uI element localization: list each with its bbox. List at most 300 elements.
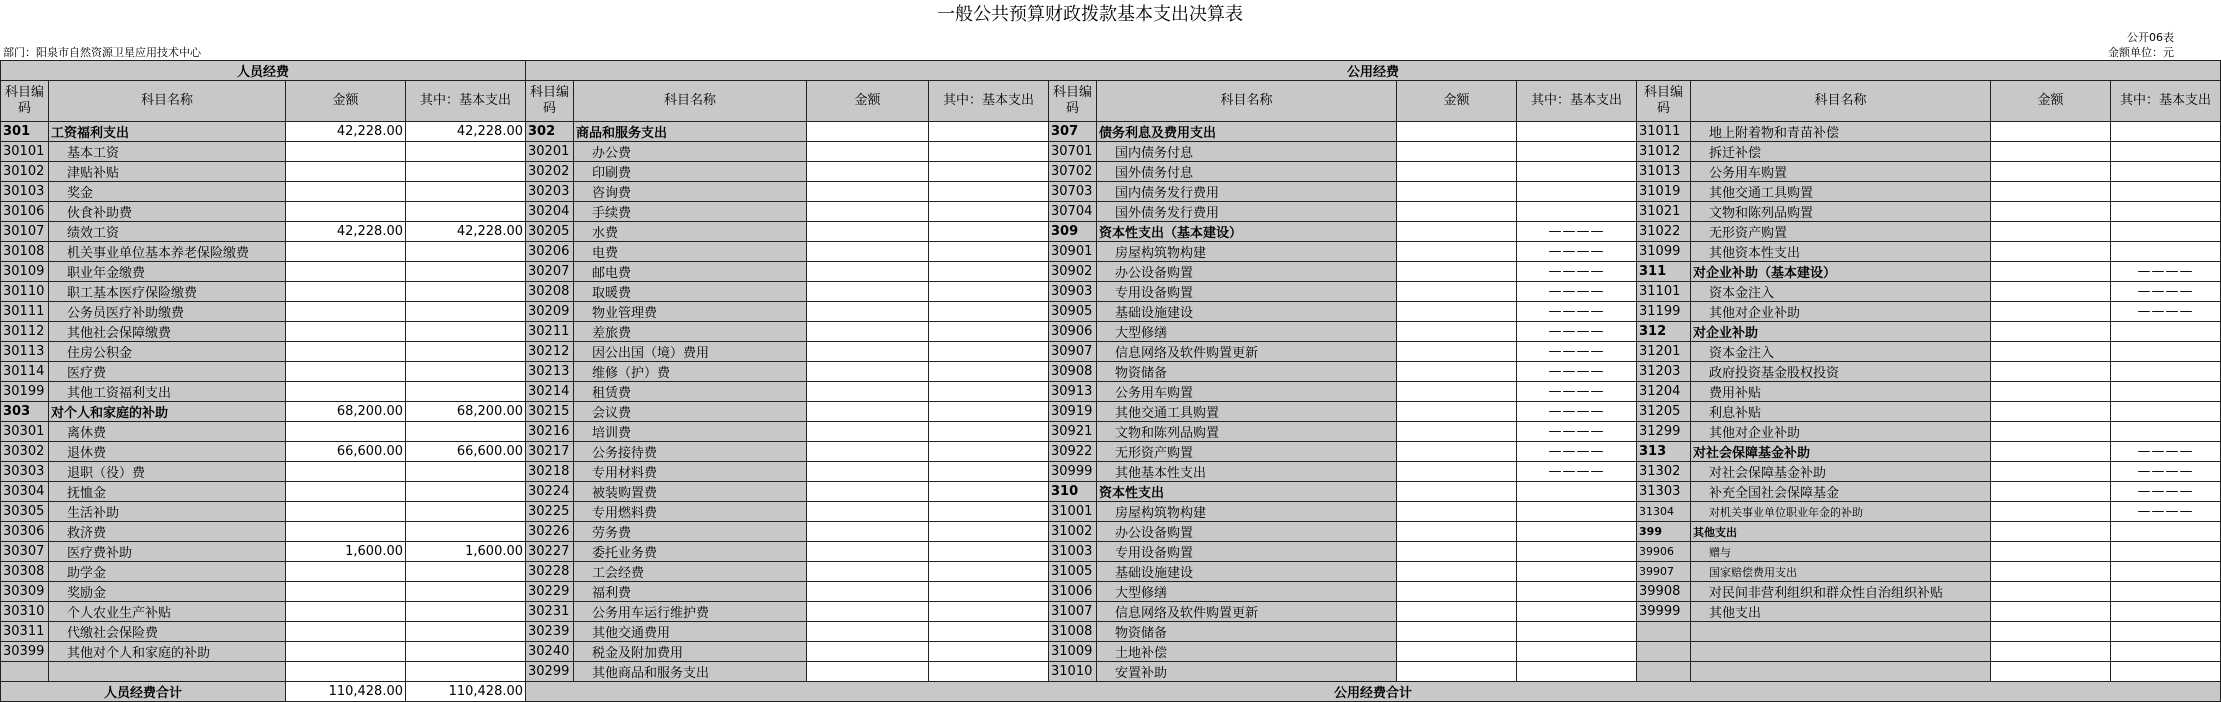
cell-basic: [2111, 642, 2221, 662]
personnel-total-basic: 110,428.00: [406, 682, 526, 702]
cell-amount: [1397, 582, 1517, 602]
cell-amount: [286, 562, 406, 582]
cell-basic: [929, 562, 1049, 582]
cell-name: 对民间非营利组织和群众性自治组织补贴: [1691, 582, 1991, 602]
cell-code: 30205: [526, 222, 574, 242]
cell-code: 30239: [526, 622, 574, 642]
cell-amount: [1397, 502, 1517, 522]
cell-name: 被装购置费: [574, 482, 807, 502]
header-code: 科目编码: [1637, 81, 1691, 122]
cell-basic: [406, 482, 526, 502]
cell-basic: ————: [1517, 262, 1637, 282]
cell-code: 30224: [526, 482, 574, 502]
cell-amount: [807, 122, 929, 142]
cell-amount: [807, 642, 929, 662]
cell-amount: 42,228.00: [286, 122, 406, 142]
cell-name: 拆迁补偿: [1691, 142, 1991, 162]
cell-code: 30207: [526, 262, 574, 282]
cell-name: 对企业补助（基本建设）: [1691, 262, 1991, 282]
cell-name: [49, 662, 286, 682]
cell-code: 31008: [1049, 622, 1097, 642]
cell-name: 专用设备购置: [1097, 282, 1397, 302]
cell-basic: ————: [1517, 222, 1637, 242]
cell-amount: [286, 342, 406, 362]
cell-basic: [1517, 562, 1637, 582]
cell-name: 文物和陈列品购置: [1097, 422, 1397, 442]
cell-code: 31299: [1637, 422, 1691, 442]
cell-code: 30305: [1, 502, 49, 522]
cell-basic: [929, 322, 1049, 342]
table-row: [1, 282, 2221, 302]
cell-basic: [2111, 622, 2221, 642]
cell-code: 30227: [526, 542, 574, 562]
cell-basic: [929, 262, 1049, 282]
cell-name: 维修（护）费: [574, 362, 807, 382]
cell-basic: ————: [2111, 282, 2221, 302]
cell-amount: [1991, 282, 2111, 302]
cell-basic: ————: [1517, 242, 1637, 262]
cell-amount: [286, 522, 406, 542]
cell-amount: [1991, 442, 2111, 462]
cell-code: 30113: [1, 342, 49, 362]
cell-basic: [406, 462, 526, 482]
cell-basic: [929, 522, 1049, 542]
cell-name: 补充全国社会保障基金: [1691, 482, 1991, 502]
cell-name: 其他社会保障缴费: [49, 322, 286, 342]
cell-amount: [1397, 162, 1517, 182]
cell-name: 津贴补贴: [49, 162, 286, 182]
cell-amount: [807, 322, 929, 342]
table-row: [1, 542, 2221, 562]
unit-label: 金额单位：元: [2108, 46, 2174, 59]
cell-code: [1637, 642, 1691, 662]
cell-basic: ————: [1517, 422, 1637, 442]
cell-basic: [2111, 402, 2221, 422]
cell-code: 30231: [526, 602, 574, 622]
cell-basic: [2111, 342, 2221, 362]
cell-basic: [2111, 182, 2221, 202]
cell-name: 资本性支出（基本建设）: [1097, 222, 1397, 242]
cell-code: 31204: [1637, 382, 1691, 402]
cell-code: 31302: [1637, 462, 1691, 482]
cell-code: 31011: [1637, 122, 1691, 142]
cell-name: 办公设备购置: [1097, 522, 1397, 542]
cell-amount: [807, 162, 929, 182]
cell-amount: [286, 382, 406, 402]
cell-name: 无形资产购置: [1097, 442, 1397, 462]
cell-code: 30240: [526, 642, 574, 662]
cell-basic: [1517, 642, 1637, 662]
cell-basic: [929, 342, 1049, 362]
cell-amount: [1991, 502, 2111, 522]
cell-code: 31099: [1637, 242, 1691, 262]
cell-name: 利息补贴: [1691, 402, 1991, 422]
cell-basic: 1,600.00: [406, 542, 526, 562]
cell-name: 救济费: [49, 522, 286, 542]
cell-name: 国外债务发行费用: [1097, 202, 1397, 222]
cell-name: 资本金注入: [1691, 282, 1991, 302]
cell-name: 国内债务发行费用: [1097, 182, 1397, 202]
cell-amount: [807, 582, 929, 602]
cell-name: 劳务费: [574, 522, 807, 542]
cell-amount: [807, 542, 929, 562]
cell-amount: [1991, 522, 2111, 542]
table-row: [1, 382, 2221, 402]
cell-code: 30309: [1, 582, 49, 602]
cell-amount: [1991, 322, 2111, 342]
cell-code: 30902: [1049, 262, 1097, 282]
cell-basic: 42,228.00: [406, 122, 526, 142]
table-row: [1, 182, 2221, 202]
cell-code: 31007: [1049, 602, 1097, 622]
cell-basic: [2111, 422, 2221, 442]
cell-code: 30301: [1, 422, 49, 442]
cell-name: 税金及附加费用: [574, 642, 807, 662]
table-row: [1, 222, 2221, 242]
cell-name: 伙食补助费: [49, 202, 286, 222]
cell-code: 31304: [1637, 502, 1691, 522]
form-code: 公开06表: [2127, 31, 2174, 44]
cell-basic: 68,200.00: [406, 402, 526, 422]
table-row: [1, 162, 2221, 182]
table-row: [1, 442, 2221, 462]
cell-basic: [1517, 602, 1637, 622]
cell-amount: [1397, 222, 1517, 242]
table-row: [1, 422, 2221, 442]
cell-basic: [2111, 542, 2221, 562]
cell-code: 31199: [1637, 302, 1691, 322]
cell-code: 30108: [1, 242, 49, 262]
cell-name: 会议费: [574, 402, 807, 422]
cell-name: 基本工资: [49, 142, 286, 162]
cell-code: 30701: [1049, 142, 1097, 162]
table-row: [1, 142, 2221, 162]
cell-name: 资本金注入: [1691, 342, 1991, 362]
cell-amount: [286, 622, 406, 642]
cell-basic: ————: [2111, 302, 2221, 322]
table-row: [1, 362, 2221, 382]
cell-name: 大型修缮: [1097, 322, 1397, 342]
cell-code: 30906: [1049, 322, 1097, 342]
cell-basic: [406, 602, 526, 622]
cell-basic: [2111, 202, 2221, 222]
cell-name: 房屋构筑物构建: [1097, 502, 1397, 522]
cell-basic: [406, 582, 526, 602]
cell-code: 31019: [1637, 182, 1691, 202]
cell-code: 30304: [1, 482, 49, 502]
table-row: [1, 402, 2221, 422]
cell-amount: [1397, 642, 1517, 662]
cell-amount: [1397, 382, 1517, 402]
cell-name: 其他资本性支出: [1691, 242, 1991, 262]
cell-code: 30201: [526, 142, 574, 162]
cell-amount: [286, 502, 406, 522]
cell-amount: [1397, 122, 1517, 142]
cell-code: 30226: [526, 522, 574, 542]
cell-amount: [1991, 602, 2111, 622]
table-row: [1, 502, 2221, 522]
cell-amount: [1397, 182, 1517, 202]
cell-name: 公务用车运行维护费: [574, 602, 807, 622]
cell-name: 房屋构筑物构建: [1097, 242, 1397, 262]
cell-basic: ————: [2111, 442, 2221, 462]
cell-name: 信息网络及软件购置更新: [1097, 342, 1397, 362]
cell-basic: [929, 422, 1049, 442]
cell-amount: [1397, 262, 1517, 282]
cell-code: 31101: [1637, 282, 1691, 302]
cell-name: 信息网络及软件购置更新: [1097, 602, 1397, 622]
cell-amount: [1991, 582, 2111, 602]
cell-amount: [807, 262, 929, 282]
cell-basic: ————: [2111, 482, 2221, 502]
cell-name: 公务员医疗补助缴费: [49, 302, 286, 322]
cell-code: 39906: [1637, 542, 1691, 562]
table-row: [1, 522, 2221, 542]
cell-code: 30214: [526, 382, 574, 402]
cell-basic: [406, 202, 526, 222]
cell-name: 土地补偿: [1097, 642, 1397, 662]
cell-code: 30215: [526, 402, 574, 422]
cell-amount: [1991, 162, 2111, 182]
cell-name: 国家赔偿费用支出: [1691, 562, 1991, 582]
cell-code: 30306: [1, 522, 49, 542]
cell-code: 30203: [526, 182, 574, 202]
cell-code: 31009: [1049, 642, 1097, 662]
cell-name: 职工基本医疗保险缴费: [49, 282, 286, 302]
cell-amount: [1397, 562, 1517, 582]
group-personnel: 人员经费: [1, 61, 526, 81]
cell-code: 30112: [1, 322, 49, 342]
cell-basic: [929, 622, 1049, 642]
cell-basic: [1517, 162, 1637, 182]
personnel-total-amount: 110,428.00: [286, 682, 406, 702]
cell-name: 无形资产购置: [1691, 222, 1991, 242]
cell-amount: [807, 242, 929, 262]
cell-basic: [929, 442, 1049, 462]
cell-name: 其他交通费用: [574, 622, 807, 642]
cell-code: 30212: [526, 342, 574, 362]
cell-code: [1, 662, 49, 682]
cell-amount: [1397, 282, 1517, 302]
cell-basic: [2111, 142, 2221, 162]
cell-basic: [406, 642, 526, 662]
cell-basic: ————: [2111, 462, 2221, 482]
cell-basic: [1517, 622, 1637, 642]
table-row: [1, 262, 2221, 282]
cell-name: 工会经费: [574, 562, 807, 582]
cell-name: 对机关事业单位职业年金的补助: [1691, 502, 1991, 522]
cell-amount: [807, 202, 929, 222]
cell-code: 30102: [1, 162, 49, 182]
cell-code: 31005: [1049, 562, 1097, 582]
cell-name: 公务接待费: [574, 442, 807, 462]
cell-code: 30228: [526, 562, 574, 582]
cell-basic: [1517, 662, 1637, 682]
cell-name: 基础设施建设: [1097, 562, 1397, 582]
cell-name: 差旅费: [574, 322, 807, 342]
cell-basic: [2111, 382, 2221, 402]
meta-row: [0, 45, 2180, 60]
header-amount: 金额: [1991, 81, 2111, 122]
cell-code: 31010: [1049, 662, 1097, 682]
cell-code: 30311: [1, 622, 49, 642]
cell-name: 国内债务付息: [1097, 142, 1397, 162]
cell-code: 30211: [526, 322, 574, 342]
cell-name: 其他基本性支出: [1097, 462, 1397, 482]
cell-amount: [1397, 622, 1517, 642]
cell-name: 机关事业单位基本养老保险缴费: [49, 242, 286, 262]
cell-basic: [929, 582, 1049, 602]
cell-basic: [929, 642, 1049, 662]
cell-name: 水费: [574, 222, 807, 242]
table-row: [1, 662, 2221, 682]
cell-basic: [406, 142, 526, 162]
cell-amount: [286, 322, 406, 342]
cell-name: 安置补助: [1097, 662, 1397, 682]
cell-name: 对社会保障基金补助: [1691, 462, 1991, 482]
cell-name: 福利费: [574, 582, 807, 602]
cell-code: 30114: [1, 362, 49, 382]
cell-name: 其他支出: [1691, 522, 1991, 542]
cell-amount: [807, 602, 929, 622]
cell-code: 31021: [1637, 202, 1691, 222]
cell-name: 其他交通工具购置: [1691, 182, 1991, 202]
cell-amount: [286, 302, 406, 322]
cell-name: 培训费: [574, 422, 807, 442]
cell-name: 专用材料费: [574, 462, 807, 482]
cell-amount: [286, 282, 406, 302]
cell-amount: [1991, 122, 2111, 142]
cell-code: 30225: [526, 502, 574, 522]
cell-code: 30999: [1049, 462, 1097, 482]
cell-name: 基础设施建设: [1097, 302, 1397, 322]
table-row: [1, 122, 2221, 142]
cell-name: 政府投资基金股权投资: [1691, 362, 1991, 382]
cell-name: 个人农业生产补贴: [49, 602, 286, 622]
header-basic: 其中：基本支出: [406, 81, 526, 122]
cell-name: 对社会保障基金补助: [1691, 442, 1991, 462]
cell-basic: [406, 662, 526, 682]
cell-amount: [1991, 642, 2111, 662]
cell-basic: ————: [1517, 322, 1637, 342]
cell-basic: [2111, 222, 2221, 242]
cell-basic: ————: [2111, 262, 2221, 282]
cell-basic: [929, 502, 1049, 522]
cell-code: 31303: [1637, 482, 1691, 502]
cell-name: 委托业务费: [574, 542, 807, 562]
cell-amount: [807, 662, 929, 682]
cell-code: 31002: [1049, 522, 1097, 542]
column-header-row: [1, 81, 2221, 122]
cell-basic: [1517, 582, 1637, 602]
cell-amount: [1991, 482, 2111, 502]
cell-name: 其他商品和服务支出: [574, 662, 807, 682]
header-code: 科目编码: [1, 81, 49, 122]
cell-basic: 66,600.00: [406, 442, 526, 462]
cell-amount: [1991, 362, 2111, 382]
cell-basic: [406, 282, 526, 302]
cell-name: [1691, 642, 1991, 662]
table-row: [1, 622, 2221, 642]
cell-basic: [929, 382, 1049, 402]
cell-code: 30206: [526, 242, 574, 262]
cell-amount: [286, 182, 406, 202]
cell-name: 邮电费: [574, 262, 807, 282]
cell-amount: [1397, 442, 1517, 462]
cell-basic: [1517, 142, 1637, 162]
cell-basic: [2111, 562, 2221, 582]
cell-code: 309: [1049, 222, 1097, 242]
cell-code: 30218: [526, 462, 574, 482]
cell-name: 地上附着物和青苗补偿: [1691, 122, 1991, 142]
cell-name: 资本性支出: [1097, 482, 1397, 502]
cell-code: 31003: [1049, 542, 1097, 562]
cell-amount: [1397, 422, 1517, 442]
cell-code: 311: [1637, 262, 1691, 282]
cell-code: 31013: [1637, 162, 1691, 182]
table-row: [1, 242, 2221, 262]
cell-name: 生活补助: [49, 502, 286, 522]
header-basic: 其中：基本支出: [1517, 81, 1637, 122]
cell-code: 30209: [526, 302, 574, 322]
cell-name: 咨询费: [574, 182, 807, 202]
header-name: 科目名称: [49, 81, 286, 122]
cell-code: 301: [1, 122, 49, 142]
cell-amount: [1397, 522, 1517, 542]
department-label: 部门：阳泉市自然资源卫星应用技术中心: [3, 46, 201, 59]
cell-basic: [406, 622, 526, 642]
cell-basic: [406, 522, 526, 542]
cell-name: 物资储备: [1097, 362, 1397, 382]
cell-basic: [2111, 662, 2221, 682]
cell-basic: [406, 382, 526, 402]
cell-basic: [1517, 482, 1637, 502]
cell-basic: [929, 362, 1049, 382]
cell-amount: [1991, 182, 2111, 202]
cell-name: 电费: [574, 242, 807, 262]
cell-name: 手续费: [574, 202, 807, 222]
header-amount: 金额: [286, 81, 406, 122]
group-public: 公用经费: [526, 61, 2221, 81]
cell-amount: [1991, 562, 2111, 582]
expenditure-table: [0, 60, 2221, 702]
cell-code: 39999: [1637, 602, 1691, 622]
cell-code: 30106: [1, 202, 49, 222]
cell-name: 租赁费: [574, 382, 807, 402]
cell-basic: [406, 342, 526, 362]
cell-basic: [929, 222, 1049, 242]
cell-code: 310: [1049, 482, 1097, 502]
cell-amount: [1991, 222, 2111, 242]
cell-amount: [807, 382, 929, 402]
cell-basic: [406, 302, 526, 322]
cell-basic: [1517, 502, 1637, 522]
header-basic: 其中：基本支出: [929, 81, 1049, 122]
cell-name: 奖励金: [49, 582, 286, 602]
table-row: [1, 302, 2221, 322]
cell-amount: [286, 242, 406, 262]
cell-amount: [807, 182, 929, 202]
cell-amount: [807, 422, 929, 442]
cell-code: 31012: [1637, 142, 1691, 162]
cell-basic: [929, 402, 1049, 422]
cell-basic: ————: [2111, 502, 2221, 522]
cell-amount: [1397, 662, 1517, 682]
cell-code: 30307: [1, 542, 49, 562]
cell-code: 30905: [1049, 302, 1097, 322]
cell-basic: [1517, 122, 1637, 142]
cell-name: 专用设备购置: [1097, 542, 1397, 562]
